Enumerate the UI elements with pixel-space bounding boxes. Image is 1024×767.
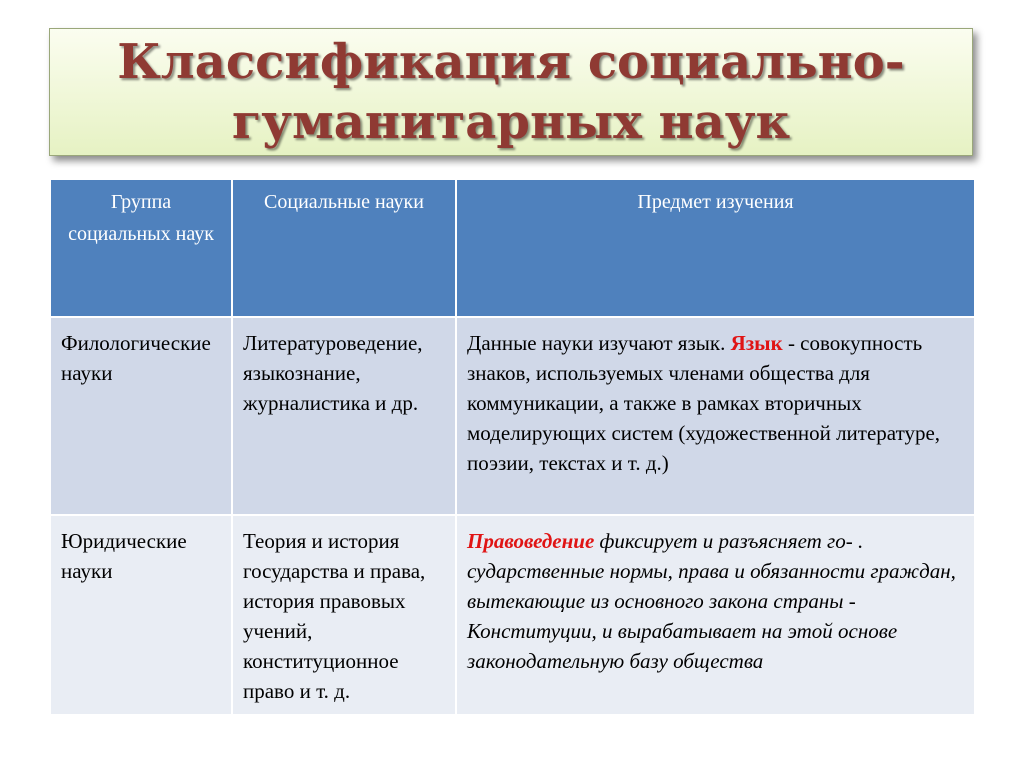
title-banner [49, 28, 973, 156]
cell-subject [456, 515, 975, 715]
header-group: Группа социальных наук [50, 179, 232, 317]
cell-sciences: Теория и история государства и права, история правовых учений, конституционное право и т. д. [232, 515, 456, 715]
table-row [50, 317, 975, 515]
subject-text: - совокупность знаков, используемых членами общества для коммуникации, а также в рамках вторичных моделирующих систем (художественной литературе, поэзии, текстах и т. д.) [467, 331, 941, 475]
cell-group: Филологические науки [50, 317, 232, 515]
sciences-table [49, 178, 976, 716]
header-subject: Предмет изучения [456, 179, 975, 317]
subject-term-highlight: Язык [730, 331, 783, 355]
table-row [50, 515, 975, 715]
subject-text: фиксирует и разъясняет го- . сударственные нормы, права и обязанности граждан, вытекающие из основного закона страны - Конституции, и вырабатывает на этой основе законодательную базу общества [467, 529, 956, 673]
cell-group: Юридические науки [50, 515, 232, 715]
subject-term-highlight: Правоведение [467, 529, 595, 553]
subject-intro: Данные науки изучают язык. [467, 331, 731, 355]
cell-sciences: Литературоведение, языкознание, журналистика и др. [232, 317, 456, 515]
cell-subject [456, 317, 975, 515]
page-title: Классификация социально-гуманитарных наук [117, 34, 905, 150]
table-header-row [50, 179, 975, 317]
header-sciences: Социальные науки [232, 179, 456, 317]
